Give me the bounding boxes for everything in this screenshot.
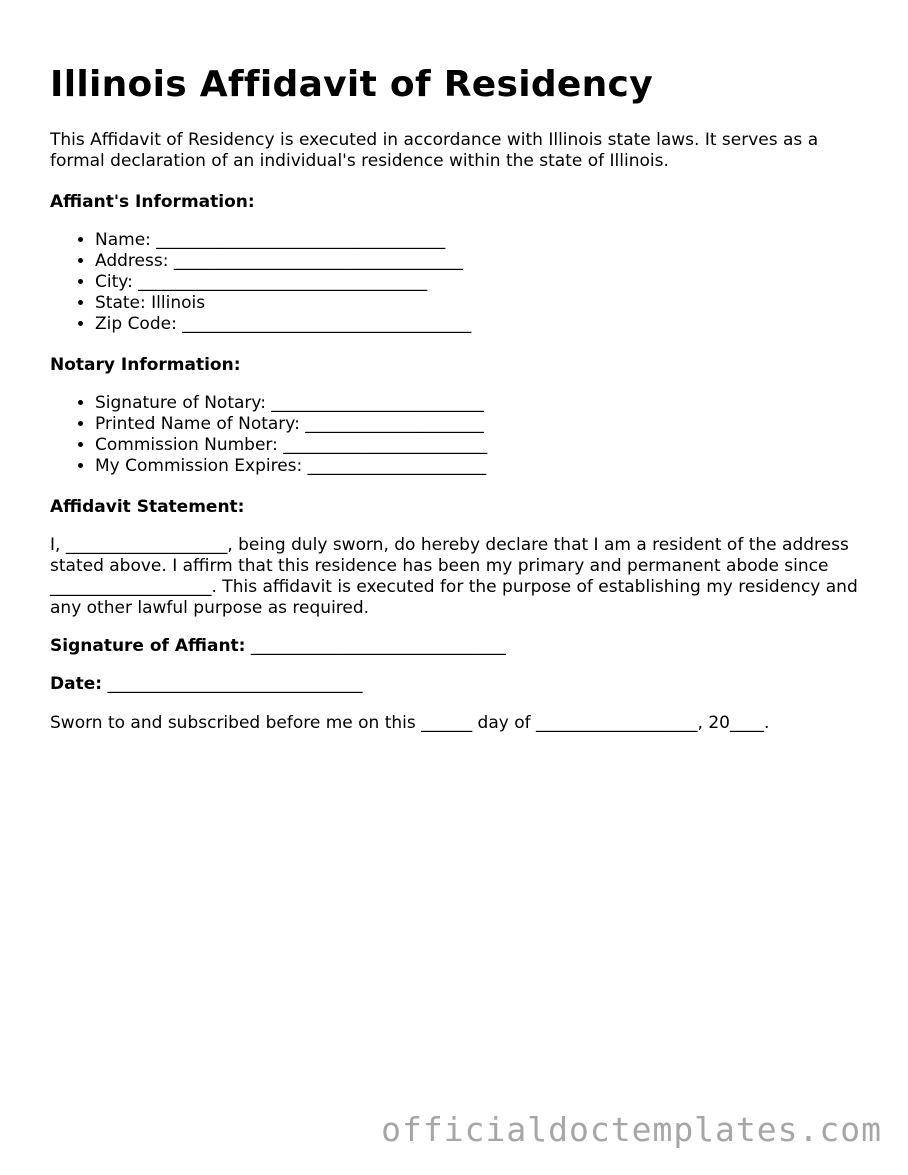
document-page — [50, 60, 870, 734]
affiant-signature-label: Signature of Affiant: — [50, 636, 246, 656]
watermark: officialdoctemplates.com — [381, 1110, 882, 1149]
affiant-info-list — [50, 230, 870, 335]
notary-info-list — [50, 393, 870, 477]
affidavit-statement-text: I, ___________________, being duly sworn, do hereby declare that I am a resident of the address stated above. I affirm that this residence has been my primary and permanent abode since ___________________. This affidavit is executed for the purpose of establishing my residency and any other lawful purpose as required. — [50, 535, 858, 618]
affiant-zip-field: • Zip Code: __________________________________ — [95, 314, 870, 335]
sworn-statement: Sworn to and subscribed before me on this ______ day of ___________________, 20____. — [50, 713, 770, 733]
affiant-signature-line — [50, 636, 870, 657]
date-line — [50, 674, 870, 695]
affiant-signature-blank: ______________________________ — [245, 636, 506, 656]
notary-info-heading: Notary Information: — [50, 355, 241, 375]
affidavit-statement-heading: Affidavit Statement: — [50, 497, 245, 517]
affiant-city-field: • City: __________________________________ — [95, 272, 870, 293]
date-label: Date: — [50, 674, 103, 694]
affiant-state-field: • State: Illinois — [95, 293, 870, 314]
affiant-address-field: • Address: __________________________________ — [95, 251, 870, 272]
date-blank: ______________________________ — [102, 674, 363, 694]
notary-printed-name-field: • Printed Name of Notary: _____________________ — [95, 414, 870, 435]
notary-commission-expires-field: • My Commission Expires: _____________________ — [95, 456, 870, 477]
affiant-name-field: • Name: __________________________________ — [95, 230, 870, 251]
page-title: Illinois Affidavit of Residency — [50, 64, 653, 105]
notary-commission-number-field: • Commission Number: ________________________ — [95, 435, 870, 456]
affiant-info-heading: Affiant's Information: — [50, 192, 255, 212]
notary-signature-field: • Signature of Notary: _________________________ — [95, 393, 870, 414]
intro-paragraph: This Affidavit of Residency is executed in accordance with Illinois state laws. It serves as a formal declaration of an individual's residence within the state of Illinois. — [50, 130, 819, 171]
